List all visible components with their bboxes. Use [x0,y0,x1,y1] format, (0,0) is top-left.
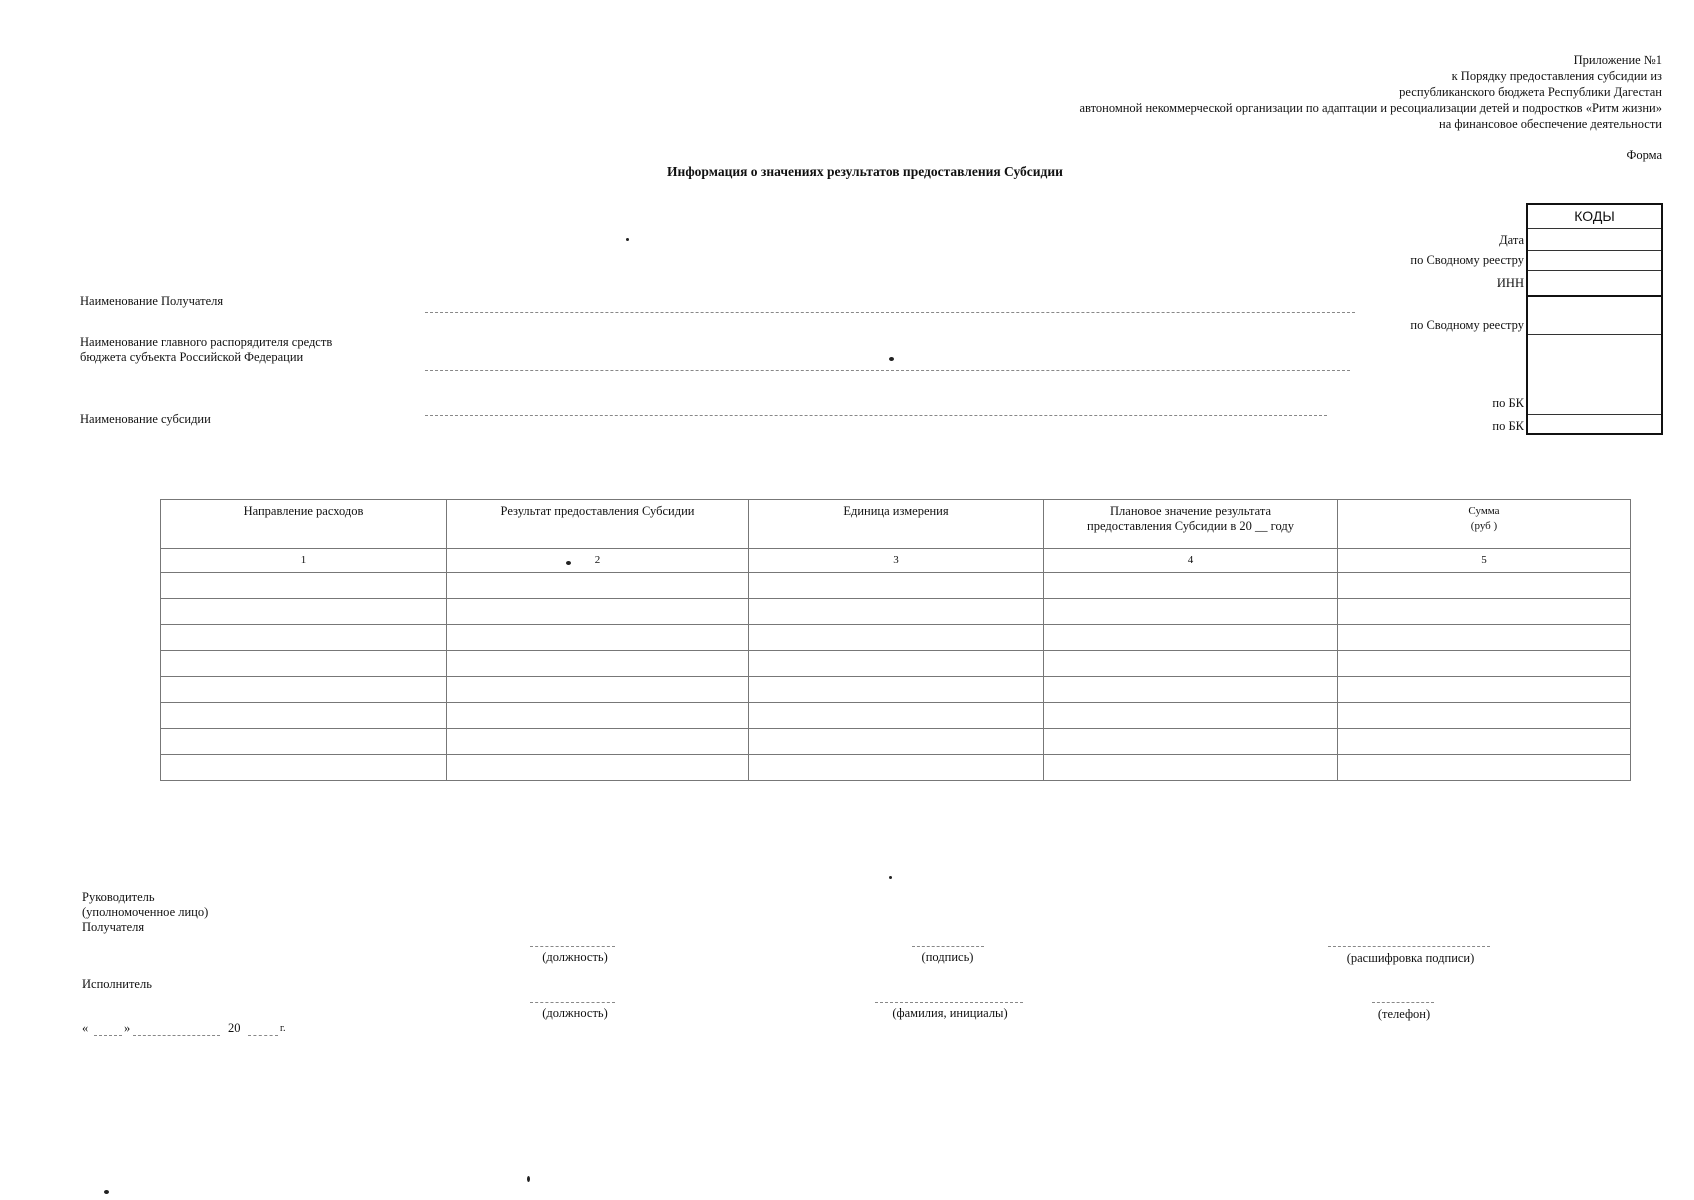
date-close-quote: » [124,1021,131,1035]
table-cell[interactable] [1044,754,1338,780]
document-title: Информация о значениях результатов предоставления Субсидии [667,164,1063,179]
table-row [161,598,1631,624]
codes-cell-registry[interactable] [1528,270,1661,271]
table-cell[interactable] [1044,728,1338,754]
table-cell[interactable] [161,676,447,702]
table-cell[interactable] [749,598,1044,624]
exec-name-line[interactable] [875,1002,1023,1003]
date-year-line[interactable] [248,1035,278,1036]
table-cell[interactable] [447,754,749,780]
table-cell[interactable] [1338,754,1631,780]
header-sum-line: Сумма [1468,505,1500,517]
executor-label: Исполнитель [82,977,152,991]
table-cell[interactable] [1044,676,1338,702]
header-direction: Направление расходов [161,500,447,549]
column-number-row [161,549,1631,573]
table-row [161,728,1631,754]
appendix-line: Приложение №1 [1573,53,1662,67]
exec-position-caption: (должность) [542,1006,608,1020]
date-month-line[interactable] [133,1035,220,1036]
header-plan-line: предоставления Субсидии в 20 __ году [1087,519,1294,533]
subsidy-label: Наименование субсидии [80,412,211,426]
head-label-line: Получателя [82,920,145,934]
table-cell[interactable] [161,754,447,780]
table-cell[interactable] [1338,572,1631,598]
column-number: 2 [447,549,749,573]
column-number: 3 [749,549,1044,573]
codes-cell-inn[interactable] [1528,295,1661,297]
table-cell[interactable] [447,598,749,624]
manager-fill-line[interactable] [425,370,1350,371]
head-position-line[interactable] [530,946,615,947]
column-number: 4 [1044,549,1338,573]
table-cell[interactable] [447,650,749,676]
table-cell[interactable] [161,624,447,650]
date-day-line[interactable] [94,1035,122,1036]
table-cell[interactable] [161,728,447,754]
table-row [161,702,1631,728]
table-cell[interactable] [1044,624,1338,650]
table-cell[interactable] [447,728,749,754]
header-sum [1338,500,1631,549]
codes-label-registry: по Сводному реестру [1410,318,1524,332]
appendix-line: автономной некоммерческой организации по адаптации и ресоциализации детей и подростков «Ритм жизни» [1079,101,1662,115]
header-sum-line: (руб ) [1470,520,1498,532]
table-cell[interactable] [1338,624,1631,650]
table-cell[interactable] [1338,702,1631,728]
header-plan [1044,500,1338,549]
table-cell[interactable] [749,754,1044,780]
codes-label-bk: по БК [1492,396,1524,410]
appendix-line: к Порядку предоставления субсидии из [1451,69,1662,83]
head-decoding-caption: (расшифровка подписи) [1346,951,1475,965]
table-row [161,754,1631,780]
head-decoding-line[interactable] [1328,946,1490,947]
header-plan-line: Плановое значение результата [1110,504,1271,518]
appendix-line: республиканского бюджета Республики Дагестан [1399,85,1662,99]
scan-speck [889,876,892,879]
appendix-line: на финансовое обеспечение деятельности [1439,117,1662,131]
table-cell[interactable] [161,650,447,676]
form-label: Форма [1626,148,1662,162]
table-row [161,650,1631,676]
table-row [161,572,1631,598]
exec-phone-line[interactable] [1372,1002,1434,1003]
head-position-caption: (должность) [542,950,608,964]
exec-position-line[interactable] [530,1002,615,1003]
head-signature-line[interactable] [912,946,984,947]
table-cell[interactable] [447,702,749,728]
column-number: 5 [1338,549,1631,573]
table-cell[interactable] [161,702,447,728]
table-row [161,624,1631,650]
table-cell[interactable] [749,676,1044,702]
table-cell[interactable] [749,728,1044,754]
recipient-label: Наименование Получателя [80,294,224,308]
exec-name-caption: (фамилия, инициалы) [892,1006,1008,1020]
table-row [161,676,1631,702]
table-cell[interactable] [1338,728,1631,754]
table-cell[interactable] [1044,598,1338,624]
codes-label-bk: по БК [1492,419,1524,433]
codes-label-inn: ИНН [1496,276,1524,290]
table-cell[interactable] [749,624,1044,650]
codes-divider [1528,228,1661,229]
codes-cell-registry[interactable] [1528,334,1661,335]
column-number: 1 [161,549,447,573]
table-cell[interactable] [161,572,447,598]
table-cell[interactable] [1044,702,1338,728]
results-table [160,499,1631,781]
table-cell[interactable] [749,702,1044,728]
scan-speck [626,238,629,241]
head-signature-caption: (подпись) [921,950,974,964]
manager-label-line: Наименование главного распорядителя средств [80,335,333,349]
recipient-fill-line[interactable] [425,312,1355,313]
table-cell[interactable] [1338,676,1631,702]
header-result: Результат предоставления Субсидии [447,500,749,549]
header-unit: Единица измерения [749,500,1044,549]
date-suffix: г. [280,1023,286,1034]
date-open-quote: « [82,1021,89,1035]
table-cell[interactable] [447,624,749,650]
appendix-header [1079,52,1662,132]
head-label [82,890,208,935]
table-cell[interactable] [161,598,447,624]
table-cell[interactable] [749,572,1044,598]
table-cell[interactable] [1338,650,1631,676]
scan-speck [527,1176,530,1182]
scan-speck [104,1190,109,1194]
codes-box [1526,203,1663,435]
head-label-line: (уполномоченное лицо) [82,905,209,919]
manager-label [80,335,332,365]
table-cell[interactable] [1044,572,1338,598]
scan-speck [566,561,571,565]
codes-cell-bk[interactable] [1528,414,1661,415]
codes-label-date: Дата [1499,233,1524,247]
scan-speck [889,357,894,361]
subsidy-fill-line[interactable] [425,415,1327,416]
table-cell[interactable] [1338,598,1631,624]
manager-label-line: бюджета субъекта Российской Федерации [80,350,304,364]
table-header-row [161,500,1631,549]
codes-title: КОДЫ [1574,208,1615,224]
table-cell[interactable] [1044,650,1338,676]
table-cell[interactable] [447,676,749,702]
codes-cell-date[interactable] [1528,250,1661,251]
exec-phone-caption: (телефон) [1377,1007,1431,1021]
date-year-prefix: 20 [228,1021,241,1035]
codes-label-registry: по Сводному реестру [1410,253,1524,267]
head-label-line: Руководитель [82,890,155,904]
table-cell[interactable] [447,572,749,598]
table-cell[interactable] [749,650,1044,676]
